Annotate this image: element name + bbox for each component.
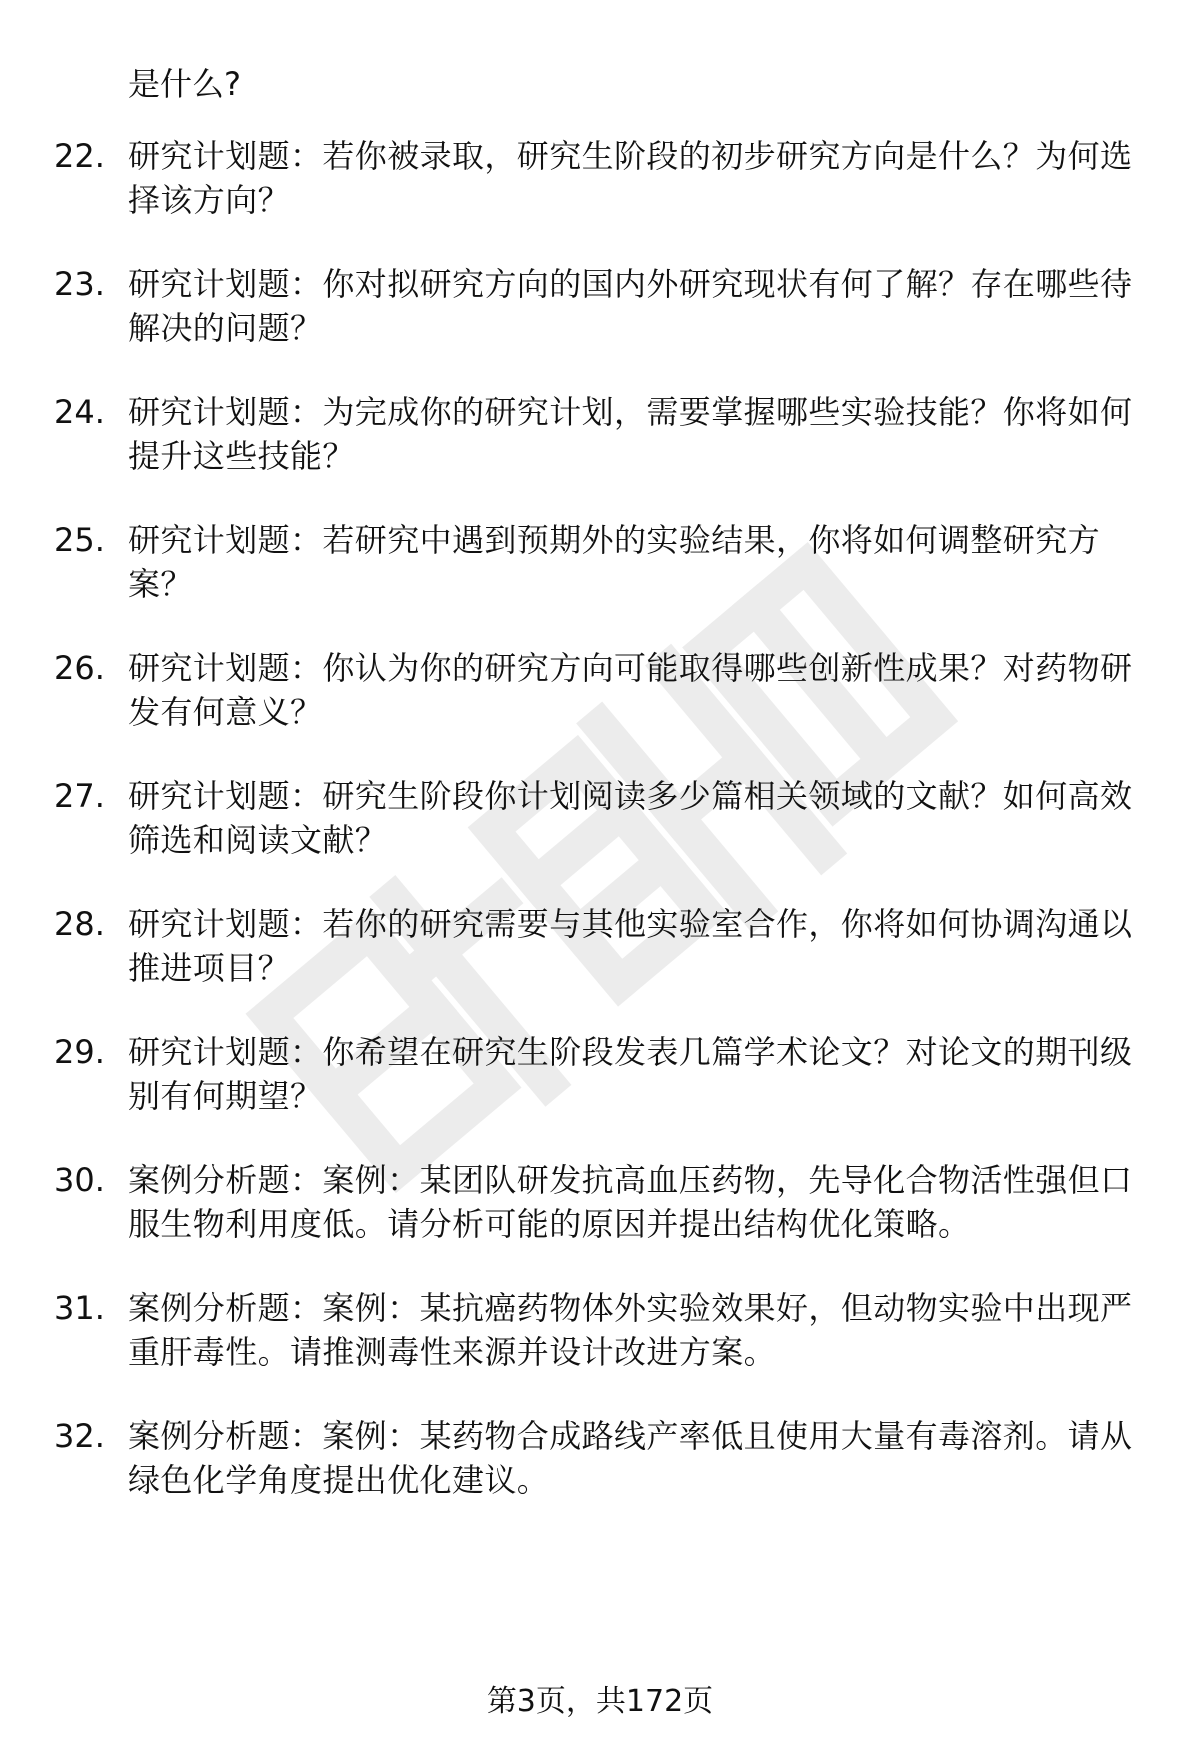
question-number: 29.: [54, 1033, 105, 1071]
question-text: 研究计划题：你希望在研究生阶段发表几篇学术论文？对论文的期刊级别有何期望？: [128, 1033, 1133, 1115]
page-footer: 第3页，共172页: [486, 1684, 714, 1719]
continuation-line: 是什么?: [128, 65, 241, 103]
question-text: 案例分析题：案例：某团队研发抗高血压药物，先导化合物活性强但口服生物利用度低。请分析可能的原因并提出结构优化策略。: [128, 1161, 1133, 1243]
question-item: [0, 646, 1200, 734]
question-number: 27.: [54, 777, 105, 815]
question-number: 31.: [54, 1289, 105, 1327]
question-text: 研究计划题：为完成你的研究计划，需要掌握哪些实验技能？你将如何提升这些技能？: [128, 393, 1133, 475]
question-text: 案例分析题：案例：某药物合成路线产率低且使用大量有毒溶剂。请从绿色化学角度提出优化建议。: [128, 1417, 1133, 1499]
question-number: 30.: [54, 1161, 105, 1199]
question-number: 26.: [54, 649, 105, 687]
question-text: 案例分析题：案例：某抗癌药物体外实验效果好，但动物实验中出现严重肝毒性。请推测毒性来源并设计改进方案。: [128, 1289, 1133, 1371]
question-item: [0, 774, 1200, 862]
question-number: 28.: [54, 905, 105, 943]
question-number: 23.: [54, 265, 105, 303]
question-text: 研究计划题：你对拟研究方向的国内外研究现状有何了解？存在哪些待解决的问题？: [128, 265, 1133, 347]
question-item: [0, 1414, 1200, 1502]
question-number: 32.: [54, 1417, 105, 1455]
question-number: 25.: [54, 521, 105, 559]
question-item: [0, 1286, 1200, 1374]
question-text: 研究计划题：若研究中遇到预期外的实验结果，你将如何调整研究方案？: [128, 521, 1101, 603]
question-item: [0, 902, 1200, 990]
question-number: 24.: [54, 393, 105, 431]
question-text: 研究计划题：若你的研究需要与其他实验室合作，你将如何协调沟通以推进项目？: [128, 905, 1133, 987]
question-item: [0, 390, 1200, 478]
question-item: [0, 134, 1200, 222]
question-text: 研究计划题：研究生阶段你计划阅读多少篇相关领域的文献？如何高效筛选和阅读文献？: [128, 777, 1133, 859]
question-item: [0, 1030, 1200, 1118]
question-item: [0, 518, 1200, 606]
question-text: 研究计划题：若你被录取，研究生阶段的初步研究方向是什么？为何选择该方向？: [128, 137, 1133, 219]
question-text: 研究计划题：你认为你的研究方向可能取得哪些创新性成果？对药物研发有何意义？: [128, 649, 1133, 731]
question-item: [0, 262, 1200, 350]
question-list: [0, 134, 1200, 1542]
question-item: [0, 1158, 1200, 1246]
question-number: 22.: [54, 137, 105, 175]
